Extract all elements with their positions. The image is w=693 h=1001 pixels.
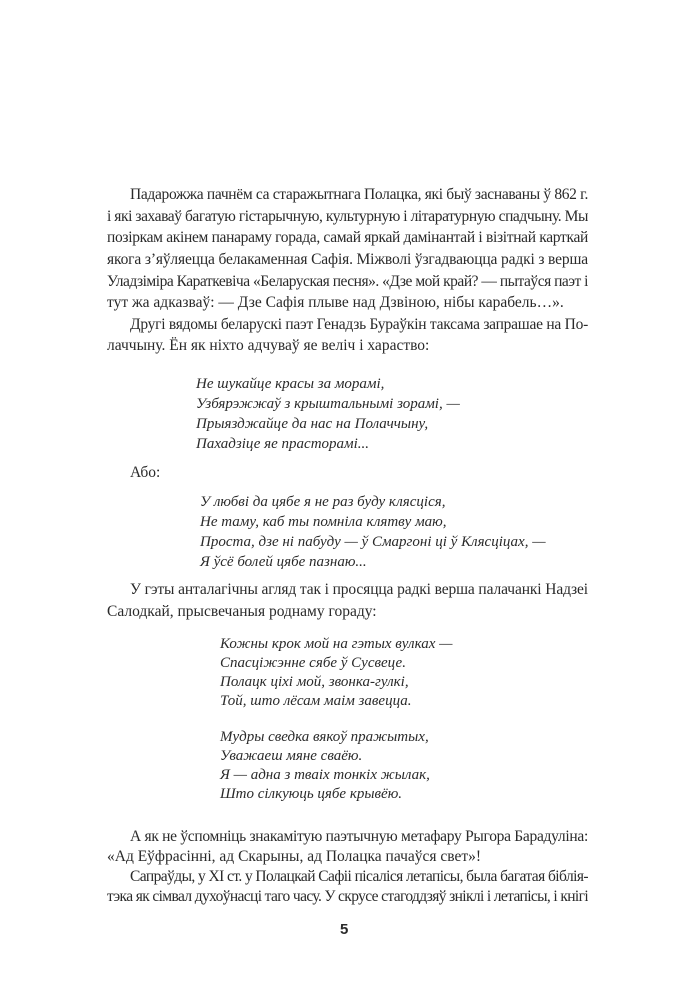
poem-line: Не шукайце красы за морамі, [196,376,385,392]
text-line: лаччыну. Ён як ніхто адчуваў яе веліч і хараство: [107,337,430,354]
text-line: Салодкай, прысвечаныя роднаму гораду: [107,603,377,620]
text-line: тэка як сімвал духоўнасці таго часу. У скрусе стагоддзяў зніклі і летапісы, і кнігі [107,888,588,905]
poem-line: Я ўсё болей цябе пазнаю... [200,554,367,570]
text-line: Уладзіміра Караткевіча «Беларуская песня». «Дзе мой край? — пытаўся паэт і [107,273,588,290]
poem-line: Той, што лёсам маім завецца. [220,693,412,709]
poem-line: Уважаеш мяне сваёю. [220,748,363,764]
text-line: «Ад Еўфрасінні, ад Скарыны, ад Полацка пачаўся свет»! [107,848,482,865]
poem-line: Што сілкуюць цябе крывёю. [220,786,403,802]
poem-line: У любві да цябе я не раз буду клясціся, [200,494,446,510]
text-line: позіркам акінем панараму горада, самай яркай дамінантай і візітнай карткай [107,229,588,246]
poem-line: Проста, дзе ні пабуду — ў Смаргоні ці ў Клясціцах, — [200,534,546,550]
poem-line: Я — адна з тваіх тонкіх жылак, [220,767,430,783]
poem-line: Кожны крок мой на гэтых вулках — [220,636,453,652]
poem-line: Пахадзіце яе прасторамі... [196,436,370,452]
poem-line: Не таму, каб ты помніла клятву маю, [200,514,447,530]
poem-line: Мудры сведка вякоў пражытых, [220,729,429,745]
text-line: Другі вядомы беларускі паэт Генадзь Бураўкін таксама запрашае на По- [130,316,588,333]
text-line: Або: [130,464,161,481]
poem-line: Полацк ціхі мой, звонка-гулкі, [220,674,409,690]
text-line: тут жа адказваў: — Дзе Сафія плыве над Дзвіною, нібы карабель…». [107,294,564,311]
text-line: У гэты анталагічны агляд так і просяцца радкі верша палачанкі Надзеі [130,581,588,598]
text-line: Падарожжа пачнём са старажытнага Полацка, які быў заснаваны ў 862 г. [130,186,588,203]
text-line: і які захаваў багатую гістарычную, культурную і літаратурную спадчыну. Мы [107,208,588,225]
poem-line: Прыязджайце да нас на Полаччыну, [196,416,429,432]
poem-line: Узбярэжжаў з крыштальнымі зорамі, — [196,396,460,412]
text-line: Сапраўды, у XI ст. у Полацкай Сафіі пісаліся летапісы, была багатая біблія- [130,868,588,885]
text-line: якога з’яўляецца белакаменная Сафія. Міжволі ўзгадваюцца радкі з верша [107,251,588,268]
text-line: А як не ўспомніць знакамітую паэтычную метафару Рыгора Барадуліна: [130,828,588,845]
poem-line: Спасціжэнне сябе ў Сусвеце. [220,655,406,671]
page-number: 5 [340,921,349,938]
